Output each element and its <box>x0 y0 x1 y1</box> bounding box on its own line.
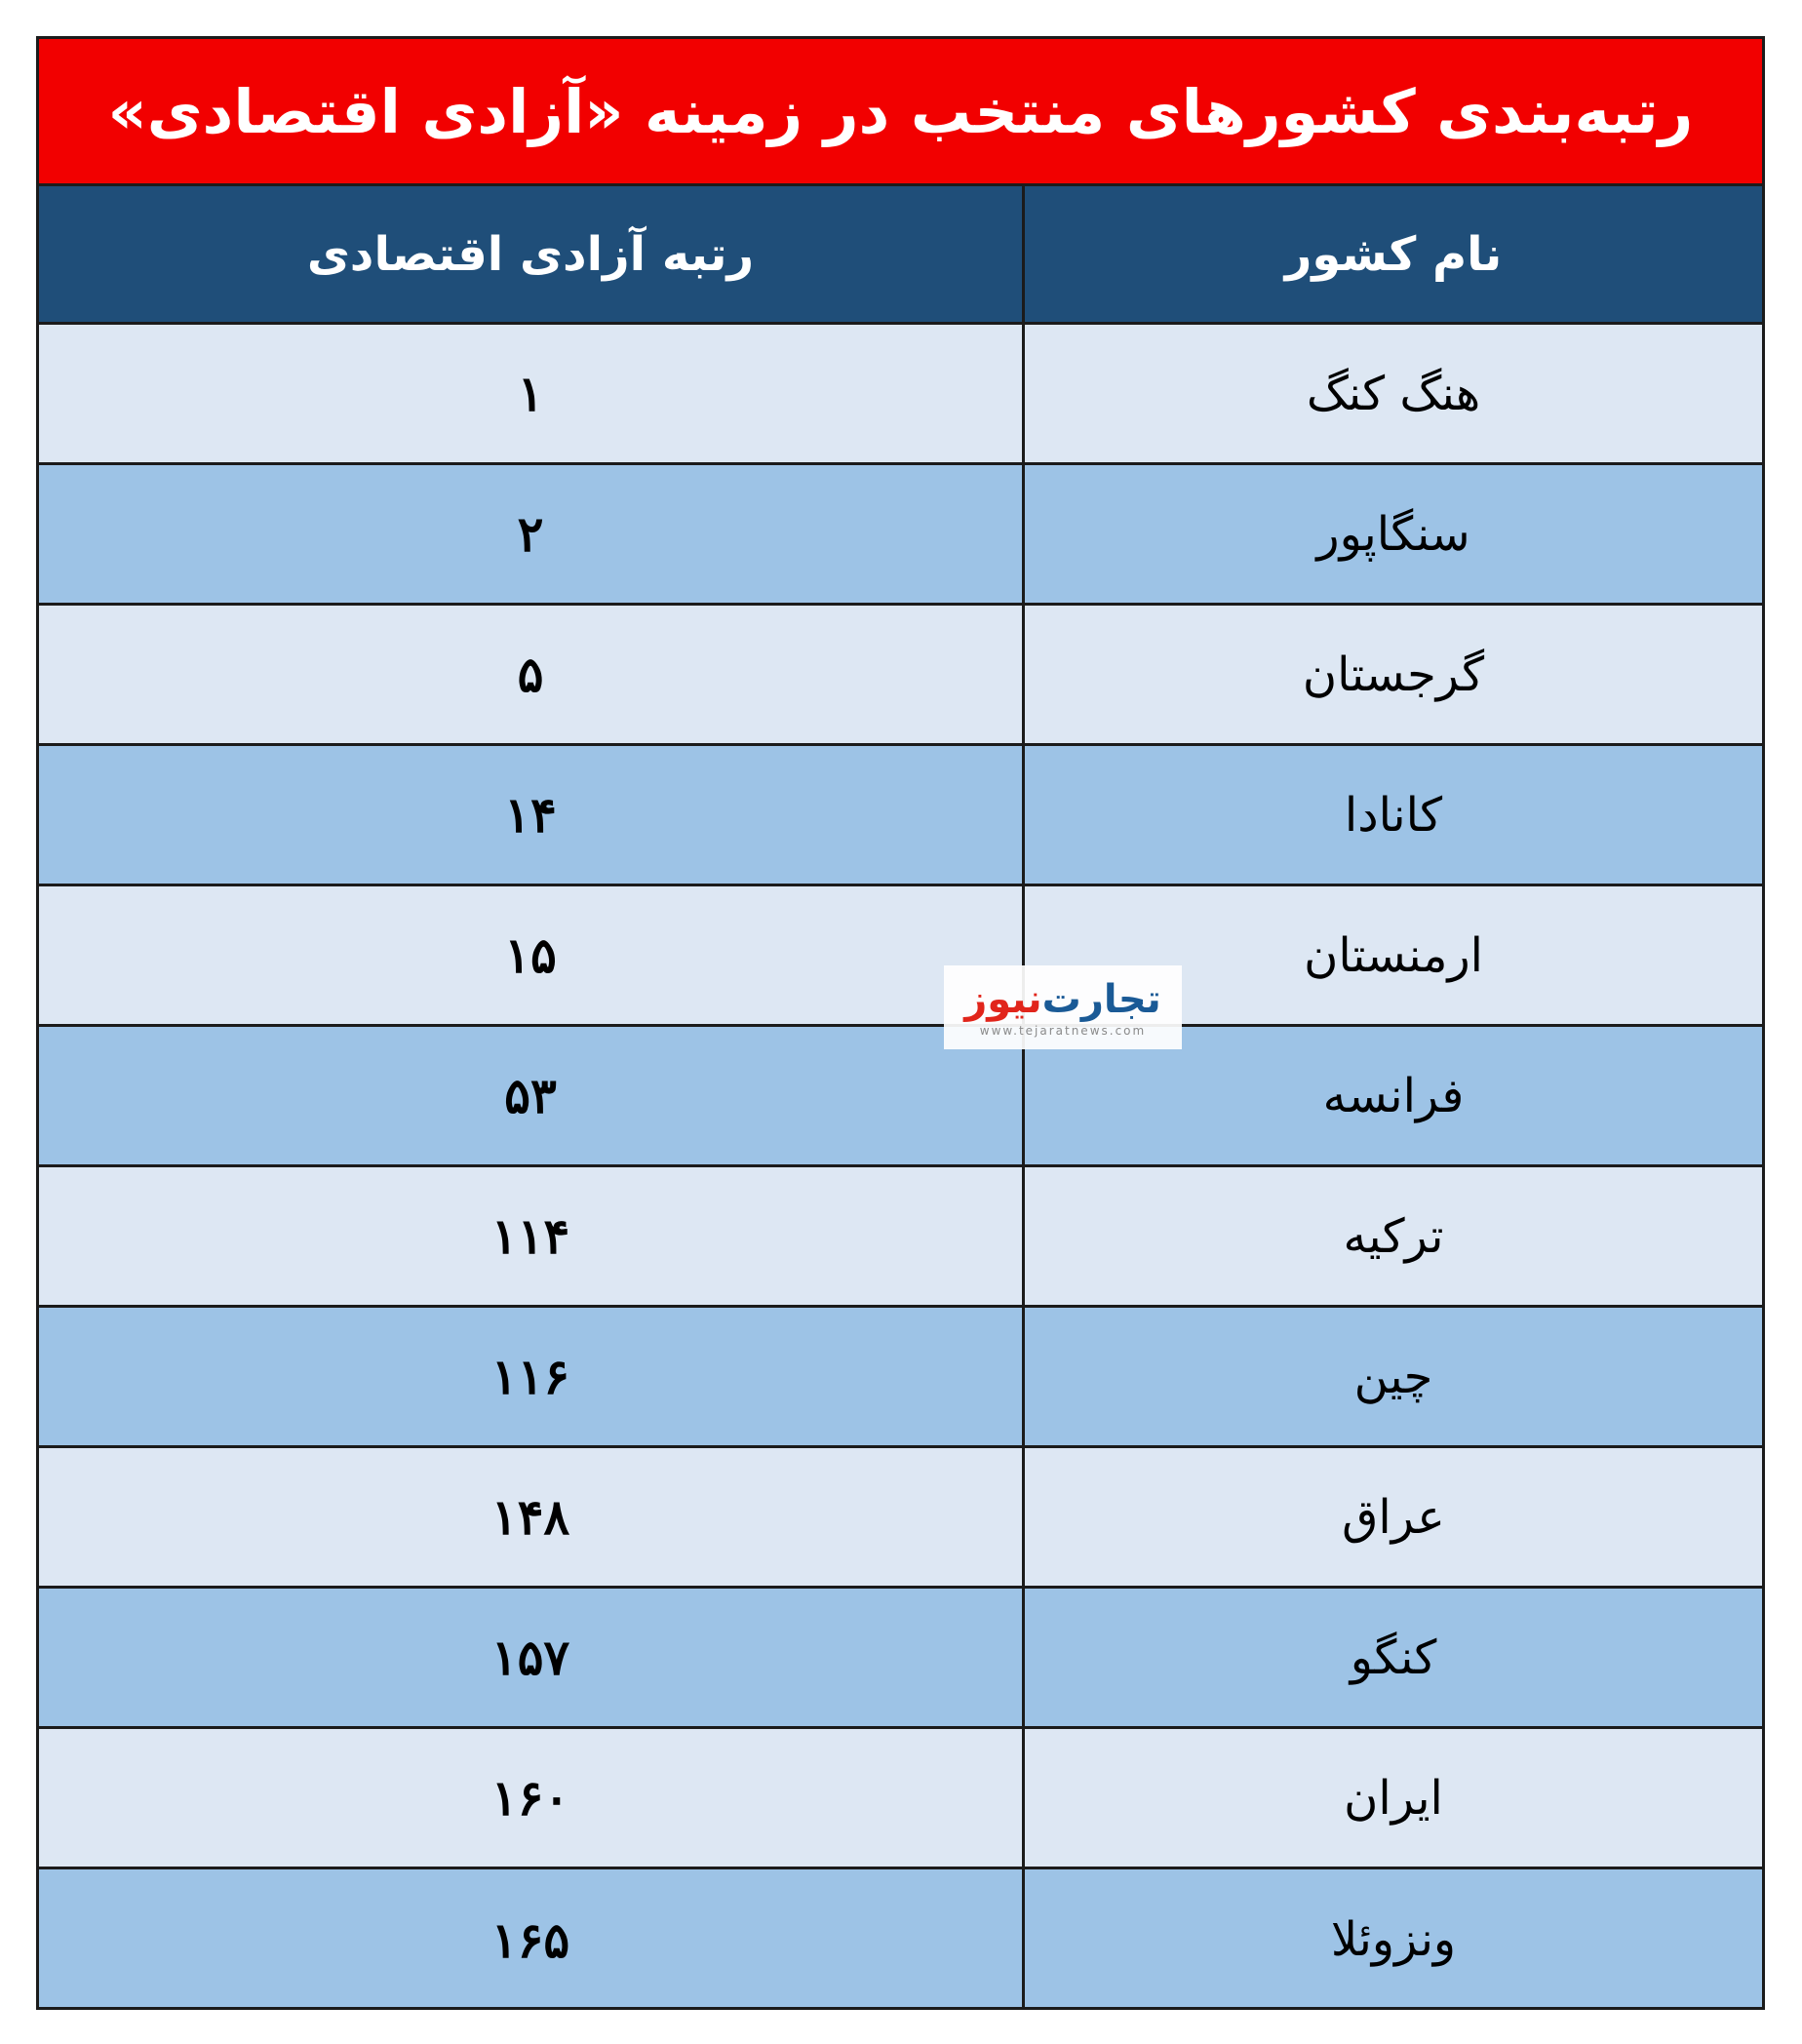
country-cell: کنگو <box>1022 1589 1762 1726</box>
table-row <box>39 1027 1762 1167</box>
country-cell: ایران <box>1022 1729 1762 1867</box>
watermark-url: www.tejaratnews.com <box>979 1024 1147 1038</box>
table-header-row <box>39 186 1762 325</box>
country-cell: فرانسه <box>1022 1027 1762 1164</box>
rank-cell: ۱۴۸ <box>490 1488 570 1546</box>
ranking-table <box>39 186 1762 2010</box>
table-row <box>39 1729 1762 1869</box>
table-row <box>39 606 1762 746</box>
country-cell: کانادا <box>1022 746 1762 884</box>
country-cell: ارمنستان <box>1022 886 1762 1024</box>
watermark-logo <box>944 965 1182 1049</box>
country-cell: چین <box>1022 1308 1762 1445</box>
rank-cell: ۱۱۴ <box>490 1207 570 1265</box>
country-cell: ونزوئلا <box>1022 1869 1762 2010</box>
table-row <box>39 1308 1762 1448</box>
watermark-logo-part1: تجارت <box>1041 977 1161 1022</box>
table-row <box>39 886 1762 1027</box>
watermark-logo-part2: نیوز <box>964 977 1042 1022</box>
header-rank: رتبه آزادی اقتصادی <box>306 226 755 282</box>
country-cell: هنگ کنگ <box>1022 325 1762 462</box>
table-row <box>39 1167 1762 1308</box>
rank-cell: ۵۳ <box>504 1067 557 1124</box>
rank-cell: ۱۶۰ <box>490 1769 570 1827</box>
rank-cell: ۱۵ <box>504 926 557 984</box>
rank-cell: ۱۱۶ <box>490 1348 570 1405</box>
page-title: رتبه‌بندی کشورهای منتخب در زمینه «آزادی اقتصادی» <box>107 75 1694 147</box>
table-row <box>39 325 1762 465</box>
table-row <box>39 746 1762 886</box>
rank-cell: ۱ <box>517 365 544 422</box>
country-cell: گرجستان <box>1022 606 1762 743</box>
table-row <box>39 1869 1762 2010</box>
table-row <box>39 1589 1762 1729</box>
rank-cell: ۱۶۵ <box>490 1910 570 1969</box>
rank-cell: ۱۴ <box>504 786 557 844</box>
table-row <box>39 465 1762 606</box>
rank-cell: ۲ <box>517 505 544 563</box>
table-row <box>39 1448 1762 1589</box>
country-cell: ترکیه <box>1022 1167 1762 1305</box>
country-cell: عراق <box>1022 1448 1762 1586</box>
table-frame <box>36 36 1765 2010</box>
header-country: نام کشور <box>1022 186 1762 322</box>
country-cell: سنگاپور <box>1022 465 1762 603</box>
title-bar <box>39 39 1762 186</box>
rank-cell: ۵ <box>517 646 544 703</box>
watermark-logo-text <box>964 977 1161 1022</box>
rank-cell: ۱۵۷ <box>490 1629 570 1686</box>
